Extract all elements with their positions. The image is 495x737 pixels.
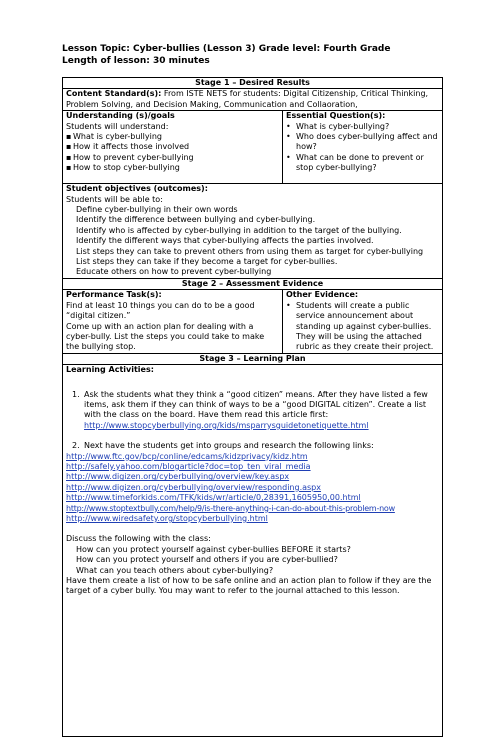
understandings-cell — [63, 111, 283, 184]
lesson-topic-line: Lesson Topic: Cyber-bullies (Lesson 3) Grade level: Fourth Grade — [62, 44, 391, 54]
step-1-number: 1. — [72, 389, 80, 399]
discuss-item: What can you teach others about cyber-bullying? — [76, 565, 274, 575]
lesson-length-line: Length of lesson: 30 minutes — [62, 55, 210, 66]
lesson-header — [62, 44, 390, 67]
activity-step-2 — [66, 441, 439, 451]
research-link-wiredsafety[interactable]: http://www.wiredsafety.org/stopcyberbullying.html — [66, 514, 268, 523]
research-link-stoptextbully[interactable]: http://www.stoptextbully.com/help/9/is-there-anything-i-can-do-about-this-problem-now — [66, 503, 395, 513]
understanding-item: ▪ What is cyber-bullying — [66, 132, 279, 142]
performance-task-cell — [63, 290, 283, 353]
understandings-list — [66, 132, 279, 174]
objective-item: Educate others on how to prevent cyber-bullying — [76, 267, 272, 277]
question-item: • What is cyber-bullying? — [286, 122, 439, 132]
activity-step-1 — [66, 390, 439, 421]
step-1-text: Ask the students what they think a “good citizen” means. After they have listed a few items, ask them if they can think of ways to be a “good DIGITAL citizen”. Create a list with the class on the board. Have them read this article first: — [84, 389, 428, 420]
essential-questions-cell — [283, 111, 443, 184]
research-link-digizen-responding[interactable]: http://www.digizen.org/cyberbullying/overview/responding.aspx — [66, 482, 321, 492]
objective-item: Identify the different ways that cyber-bullying affects the parties involved. — [76, 236, 374, 246]
objective-item: Identify the difference between bullying and cyber-bullying. — [76, 215, 316, 225]
discuss-list — [66, 545, 439, 576]
understanding-item: ▪ How to stop cyber-bullying — [66, 163, 279, 173]
essential-questions-label: Essential Question(s): — [286, 111, 386, 121]
essential-questions-list — [286, 122, 439, 174]
objective-item: Define cyber-bullying in their own words — [76, 205, 238, 215]
objectives-label: Student objectives (outcomes): — [66, 184, 208, 194]
performance-task-p2: Come up with an action plan for dealing with a cyber-bully. List the steps you could take to make the bullying stop. — [66, 321, 265, 352]
other-evidence-cell — [283, 290, 443, 353]
discuss-item: How can you protect yourself and others if you are cyber-bullied? — [76, 555, 338, 565]
research-link-timeforkids[interactable]: http://www.timeforkids.com/TFK/kids/wr/article/0,28391,1605950,00.html — [66, 493, 361, 503]
other-evidence-list — [286, 301, 439, 353]
closing-instructions: Have them create a list of how to be safe online and an action plan to follow if they are the target of a cyber bully. You may want to refer to the journal attached to this lesson. — [66, 576, 432, 596]
content-standard-text: From ISTE NETS for students: Digital Citizenship, Critical Thinking, Problem Solving, and Decision Making, Communication and Collaoration, — [66, 89, 429, 109]
objective-item: Identify who is affected by cyber-bullying in addition to the target of the bullying. — [76, 225, 402, 235]
discuss-item: How can you protect yourself against cyber-bullies BEFORE it starts? — [76, 544, 351, 554]
step-2-number: 2. — [72, 441, 80, 451]
stage-3-title: Stage 3 – Learning Plan — [63, 353, 443, 364]
research-link-ftc[interactable]: http://www.ftc.gov/bcp/conline/edcams/kidzprivacy/kidz.htm — [66, 451, 308, 461]
understanding-item: ▪ How it affects those involved — [66, 142, 279, 152]
stage-2-title: Stage 2 – Assessment Evidence — [63, 278, 443, 289]
objective-item: List steps they can take if they become a target for cyber-bullies. — [76, 257, 338, 267]
understandings-label: Understanding (s)/goals — [66, 111, 175, 121]
stage-1-title: Stage 1 – Desired Results — [63, 78, 443, 89]
other-evidence-item: • Students will create a public service announcement about standing up against cyber-bullies. They will be using the attached rubric as they create their project. — [286, 301, 439, 353]
objective-item: List steps they can take to prevent others from using them as target for cyber-bullying — [76, 246, 424, 256]
objectives-list — [66, 205, 439, 278]
netiquette-article-link[interactable]: http://www.stopcyberbullying.org/kids/msparrysguidetonetiquette.html — [84, 420, 369, 430]
other-evidence-label: Other Evidence: — [286, 290, 359, 300]
research-link-digizen-key[interactable]: http://www.digizen.org/cyberbullying/overview/key.aspx — [66, 472, 290, 482]
learning-activities-label: Learning Activities: — [66, 365, 154, 375]
question-item: • What can be done to prevent or stop cyber-bullying? — [286, 153, 439, 174]
performance-task-p1: Find at least 10 things you can do to be a good “digital citizen.” — [66, 300, 255, 321]
question-item: • Who does cyber-bullying affect and how? — [286, 132, 439, 153]
content-standard-label: Content Standard(s): — [66, 89, 162, 99]
lesson-plan-table — [62, 77, 443, 737]
discuss-intro: Discuss the following with the class: — [66, 534, 211, 544]
research-link-yahoo[interactable]: http://safely.yahoo.com/blogarticle?doc=top_ten_viral_media — [66, 461, 311, 471]
performance-task-label: Performance Task(s): — [66, 290, 162, 300]
step-2-text: Next have the students get into groups and research the following links: — [84, 441, 374, 451]
objectives-cell — [63, 184, 443, 279]
understanding-item: ▪ How to prevent cyber-bullying — [66, 153, 279, 163]
objectives-intro: Students will be able to: — [66, 194, 163, 204]
learning-activities-cell — [63, 365, 443, 737]
understandings-intro: Students will understand: — [66, 121, 169, 131]
content-standard-cell — [63, 89, 443, 111]
